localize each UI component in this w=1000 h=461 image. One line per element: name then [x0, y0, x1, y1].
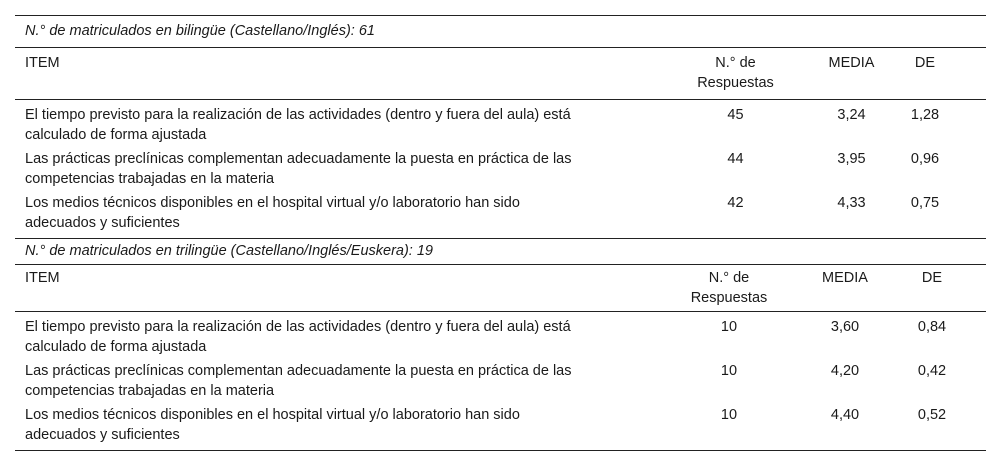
item-text-line1: Los medios técnicos disponibles en el hospital virtual y/o laboratorio han sido	[25, 195, 520, 211]
table-row	[15, 402, 986, 446]
de-cell: 0,52	[917, 407, 947, 423]
item-cell	[25, 405, 658, 445]
item-cell	[25, 317, 658, 357]
responses-cell: 10	[720, 407, 738, 423]
media-cell: 3,60	[830, 319, 860, 335]
media-cell: 4,40	[830, 407, 860, 423]
header-responses-line1: N.° de	[708, 270, 750, 286]
item-text-line1: Los medios técnicos disponibles en el hospital virtual y/o laboratorio han sido	[25, 407, 520, 423]
item-text-line1: Las prácticas preclínicas complementan adecuadamente la puesta en práctica de las	[25, 363, 572, 379]
table-row	[15, 314, 986, 358]
item-text-line2: competencias trabajadas en la materia	[25, 171, 275, 187]
section-title: N.° de matriculados en bilingüe (Castellano/Inglés): 61	[15, 15, 986, 48]
responses-cell: 10	[720, 319, 738, 335]
responses-cell: 44	[727, 151, 744, 167]
table-row	[15, 102, 986, 146]
item-text-line2: competencias trabajadas en la materia	[25, 383, 275, 399]
header-row	[15, 265, 986, 312]
item-cell	[25, 105, 658, 145]
item-text-line1: El tiempo previsto para la realización de las actividades (dentro y fuera del aula) está	[25, 107, 571, 123]
de-cell: 0,84	[917, 319, 947, 335]
table-bottom-rule	[15, 450, 986, 451]
item-text-line1: El tiempo previsto para la realización de las actividades (dentro y fuera del aula) está	[25, 319, 571, 335]
header-row	[15, 48, 986, 100]
header-responses	[658, 53, 813, 93]
item-text-line2: calculado de forma ajustada	[25, 339, 207, 355]
de-cell: 0,75	[910, 195, 940, 211]
section-bilingual	[15, 15, 986, 238]
responses-cell: 42	[727, 195, 744, 211]
media-cell: 4,20	[830, 363, 860, 379]
media-cell: 3,24	[837, 107, 866, 123]
header-item: ITEM	[25, 270, 60, 286]
item-text-line2: adecuados y suficientes	[25, 427, 180, 443]
item-text-line1: Las prácticas preclínicas complementan adecuadamente la puesta en práctica de las	[25, 151, 572, 167]
responses-cell: 45	[727, 107, 744, 123]
header-media: MEDIA	[822, 270, 868, 286]
table-row	[15, 358, 986, 402]
media-cell: 4,33	[837, 195, 866, 211]
item-text-line2: calculado de forma ajustada	[25, 127, 207, 143]
header-responses-line1: N.° de	[715, 55, 756, 71]
header-de: DE	[921, 270, 943, 286]
header-responses-line2: Respuestas	[690, 290, 768, 306]
header-media: MEDIA	[828, 55, 875, 71]
section-trilingual	[15, 238, 986, 451]
table-row	[15, 146, 986, 190]
de-cell: 0,42	[917, 363, 947, 379]
item-cell	[25, 193, 658, 233]
item-cell	[25, 361, 658, 401]
data-rows	[15, 312, 986, 450]
table-row	[15, 190, 986, 234]
item-cell	[25, 149, 658, 189]
data-rows	[15, 100, 986, 238]
de-cell: 0,96	[910, 151, 940, 167]
responses-cell: 10	[720, 363, 738, 379]
survey-table	[15, 15, 986, 451]
de-cell: 1,28	[910, 107, 940, 123]
media-cell: 3,95	[837, 151, 866, 167]
item-text-line2: adecuados y suficientes	[25, 215, 180, 231]
header-responses	[660, 268, 798, 308]
header-responses-line2: Respuestas	[697, 75, 774, 91]
header-de: DE	[914, 55, 936, 71]
header-item: ITEM	[25, 55, 60, 71]
section-title: N.° de matriculados en trilingüe (Castellano/Inglés/Euskera): 19	[15, 238, 986, 265]
